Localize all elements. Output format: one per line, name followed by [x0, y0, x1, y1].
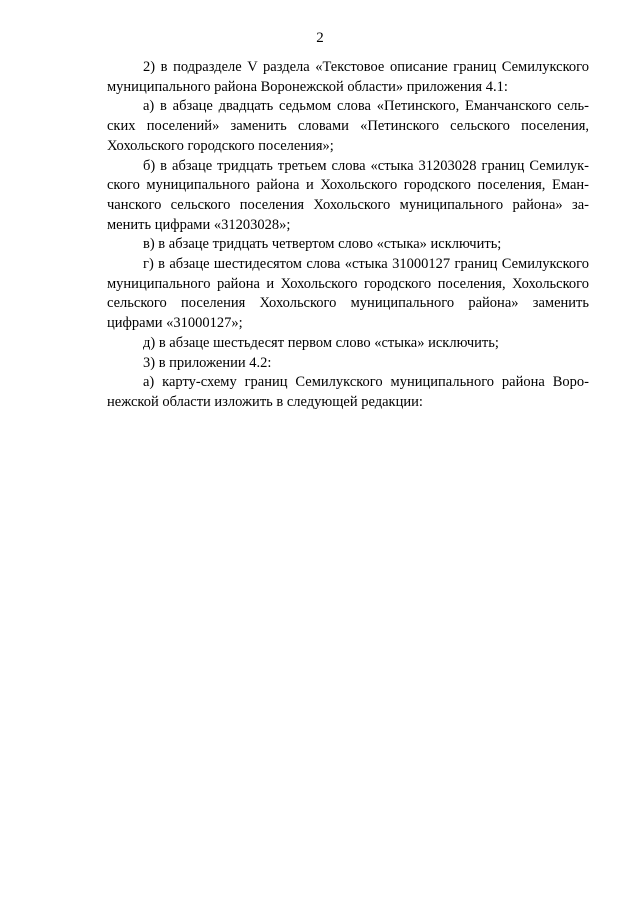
- paragraph-item-b-33rd: б) в абзаце тридцать третьем слова «стыка 31203028 границ Семилукского муниципального района и Хохольского городского поселения, Еманчанского сельского поселения Хохольского муниципального района» заменить цифрами «31203028»;: [107, 157, 589, 233]
- paragraph-appendix-4-2-item-3: 3) в приложении 4.2:: [143, 354, 272, 371]
- paragraph-item-d-61st: д) в абзаце шестьдесят первом слово «стыка» исключить;: [143, 334, 499, 351]
- paragraph-item-v-34th: в) в абзаце тридцать четвертом слово «стыка» исключить;: [143, 236, 502, 253]
- paragraph-map-scheme-item-a: а) карту-схему границ Семилукского муниципального района Воронежской области изложить в следующей редакции:: [107, 374, 589, 410]
- page-number: 2: [316, 30, 324, 46]
- paragraph-item-g-60th: г) в абзаце шестидесятом слова «стыка 31000127 границ Семилукского муниципального района и Хохольского городского поселения, Хохольского сельского поселения Хохольского муниципального района» заменить цифрами «31000127»;: [107, 256, 589, 332]
- paragraph-subsection-v-item-2: 2) в подразделе V раздела «Текстовое описание границ Семилукского муниципального района Воронежской области» приложения 4.1:: [107, 59, 589, 95]
- document-body: [107, 58, 589, 413]
- paragraph-item-a-27th: а) в абзаце двадцать седьмом слова «Петинского, Еманчанского сельских поселений» заменить словами «Петинского сельского поселения, Хохольского городского поселения»;: [107, 98, 589, 154]
